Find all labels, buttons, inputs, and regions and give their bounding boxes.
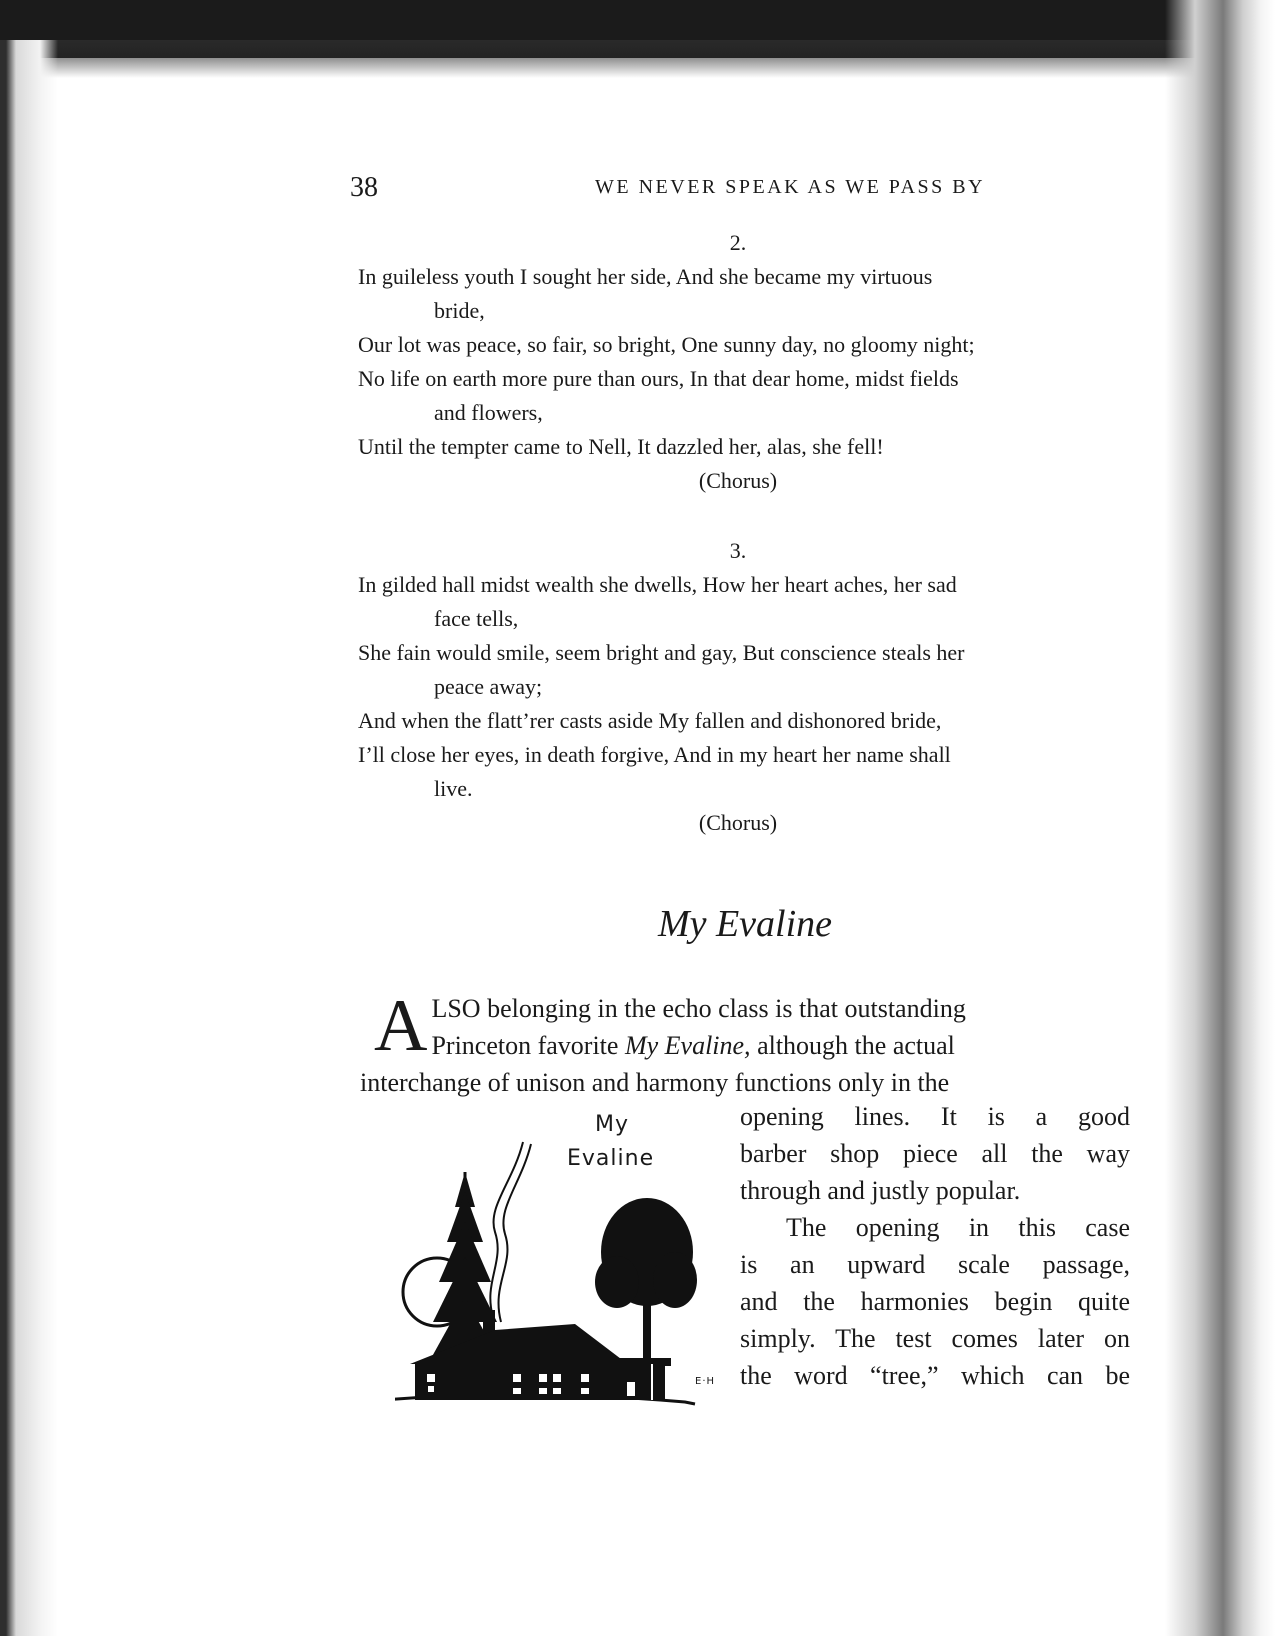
verse-line: face tells,: [434, 606, 519, 631]
column-line: barber shop piece all the way: [740, 1139, 1130, 1168]
running-header: [350, 170, 1140, 210]
house-trees-moon-silhouette-icon: [395, 1112, 725, 1412]
verse-line: In guileless youth I sought her side, And she became my virtuous: [358, 264, 933, 289]
column-line: is an upward scale passage,: [740, 1250, 1130, 1279]
verse-number: 2.: [729, 230, 747, 255]
chorus-marker: (Chorus): [698, 468, 778, 493]
verse-line: And when the flatt’rer casts aside My fallen and dishonored bride,: [358, 708, 942, 733]
wrapped-text-column: [740, 1098, 1130, 1394]
column-line: the word “tree,” which can be: [740, 1361, 1130, 1390]
verse-line: Until the tempter came to Nell, It dazzled her, alas, she fell!: [358, 434, 884, 459]
body-paragraph: [360, 985, 1126, 1101]
illustration-svg: [395, 1112, 725, 1412]
drop-cap: A: [374, 985, 428, 1067]
artist-signature: E·H: [695, 1376, 716, 1387]
verse-line: I’ll close her eyes, in death forgive, And in my heart her name shall: [358, 742, 951, 767]
section-title: My Evaline: [657, 903, 833, 945]
column-line: through and justly popular.: [740, 1176, 1021, 1205]
verse-3: [358, 534, 1118, 840]
chorus-marker: (Chorus): [698, 810, 778, 835]
paragraph-line: [374, 990, 1126, 1027]
verse-line: No life on earth more pure than ours, In that dear home, midst fields: [358, 366, 959, 391]
column-line: The opening in this case: [786, 1213, 1130, 1242]
verse-line: She fain would smile, seem bright and gay, But conscience steals her: [358, 640, 965, 665]
column-line: opening lines. It is a good: [740, 1102, 1130, 1131]
column-line: and the harmonies begin quite: [740, 1287, 1130, 1316]
verse-number: 3.: [729, 538, 747, 563]
paragraph-text: although the actual: [750, 1031, 955, 1060]
paragraph-line: interchange of unison and harmony functions only in the: [360, 1068, 950, 1097]
paragraph-text: Princeton favorite: [431, 1031, 625, 1060]
column-line: simply. The test comes later on: [740, 1324, 1130, 1353]
verse-line: peace away;: [434, 674, 543, 699]
verse-line: and flowers,: [434, 400, 543, 425]
verse-line: live.: [434, 776, 473, 801]
verse-line: In gilded hall midst wealth she dwells, How her heart aches, her sad: [358, 572, 957, 597]
paragraph-line: [374, 1027, 1126, 1064]
verse-2: [358, 226, 1118, 498]
illustration-label: My: [595, 1112, 630, 1137]
illustration-label: Evaline: [567, 1146, 655, 1171]
song-title-italic: My Evaline,: [624, 1031, 751, 1060]
page-number: 38: [350, 172, 378, 203]
paragraph-text: LSO belonging in the echo class is that outstanding: [431, 994, 966, 1023]
verse-line: bride,: [434, 298, 485, 323]
running-title: WE NEVER SPEAK AS WE PASS BY: [595, 176, 986, 198]
verse-line: Our lot was peace, so fair, so bright, One sunny day, no gloomy night;: [358, 332, 975, 357]
